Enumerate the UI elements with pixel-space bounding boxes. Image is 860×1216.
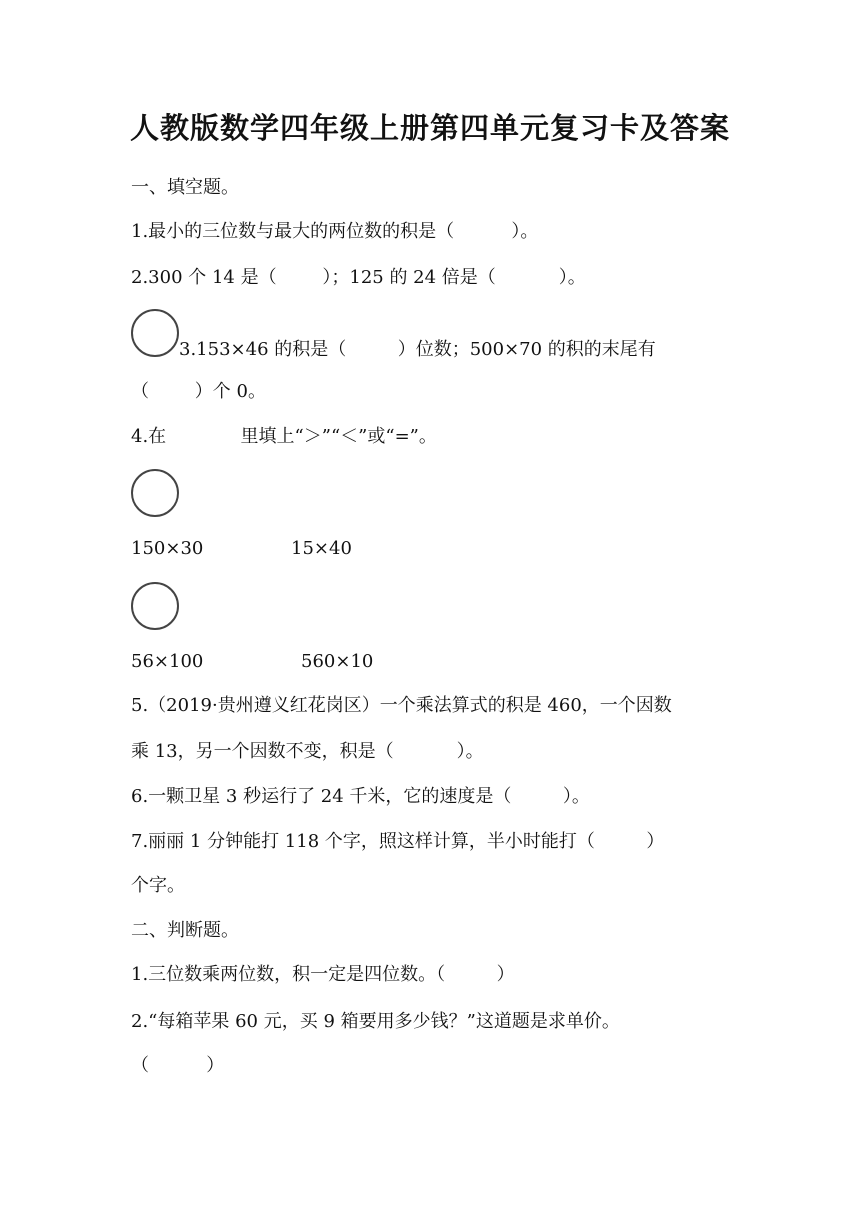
section-true-false-heading: 二、判断题。: [131, 920, 239, 941]
question-2: 2.300 个 14 是（ ）；125 的 24 倍是（ ）。: [131, 267, 586, 288]
question-6: 6.一颗卫星 3 秒运行了 24 千米，它的速度是（ ）。: [131, 786, 590, 807]
question-4: 4.在 里填上“＞”“＜”或“=”。: [131, 426, 437, 447]
compare-circle-3: [131, 582, 179, 630]
question-4b-left: 56×100: [131, 651, 204, 672]
judgement-2-line-2: （ ）: [131, 1055, 225, 1076]
question-5-line-2: 乘 13，另一个因数不变，积是（ ）。: [131, 741, 484, 762]
judgement-1: 1.三位数乘两位数，积一定是四位数。（ ）: [131, 964, 515, 985]
compare-circle-1: [131, 309, 179, 357]
question-5-line-1: 5.（2019·贵州遵义红花岗区）一个乘法算式的积是 460，一个因数: [131, 695, 672, 716]
question-7-line-1: 7.丽丽 1 分钟能打 118 个字，照这样计算，半小时能打（ ）: [131, 831, 665, 852]
question-4b-right: 560×10: [301, 651, 374, 672]
question-4a-right: 15×40: [291, 538, 352, 559]
page-title: 人教版数学四年级上册第四单元复习卡及答案: [129, 111, 730, 145]
judgement-2-line-1: 2.“每箱苹果 60 元，买 9 箱要用多少钱？”这道题是求单价。: [131, 1011, 620, 1032]
compare-circle-2: [131, 469, 179, 517]
question-3-line-2: （ ）个 0。: [131, 381, 266, 402]
question-7-line-2: 个字。: [131, 875, 185, 896]
section-fill-blank-heading: 一、填空题。: [131, 177, 239, 198]
question-4a-left: 150×30: [131, 538, 204, 559]
question-1: 1.最小的三位数与最大的两位数的积是（ ）。: [131, 221, 539, 242]
question-3-line-1: 3.153×46 的积是（ ）位数；500×70 的积的末尾有: [179, 339, 656, 360]
